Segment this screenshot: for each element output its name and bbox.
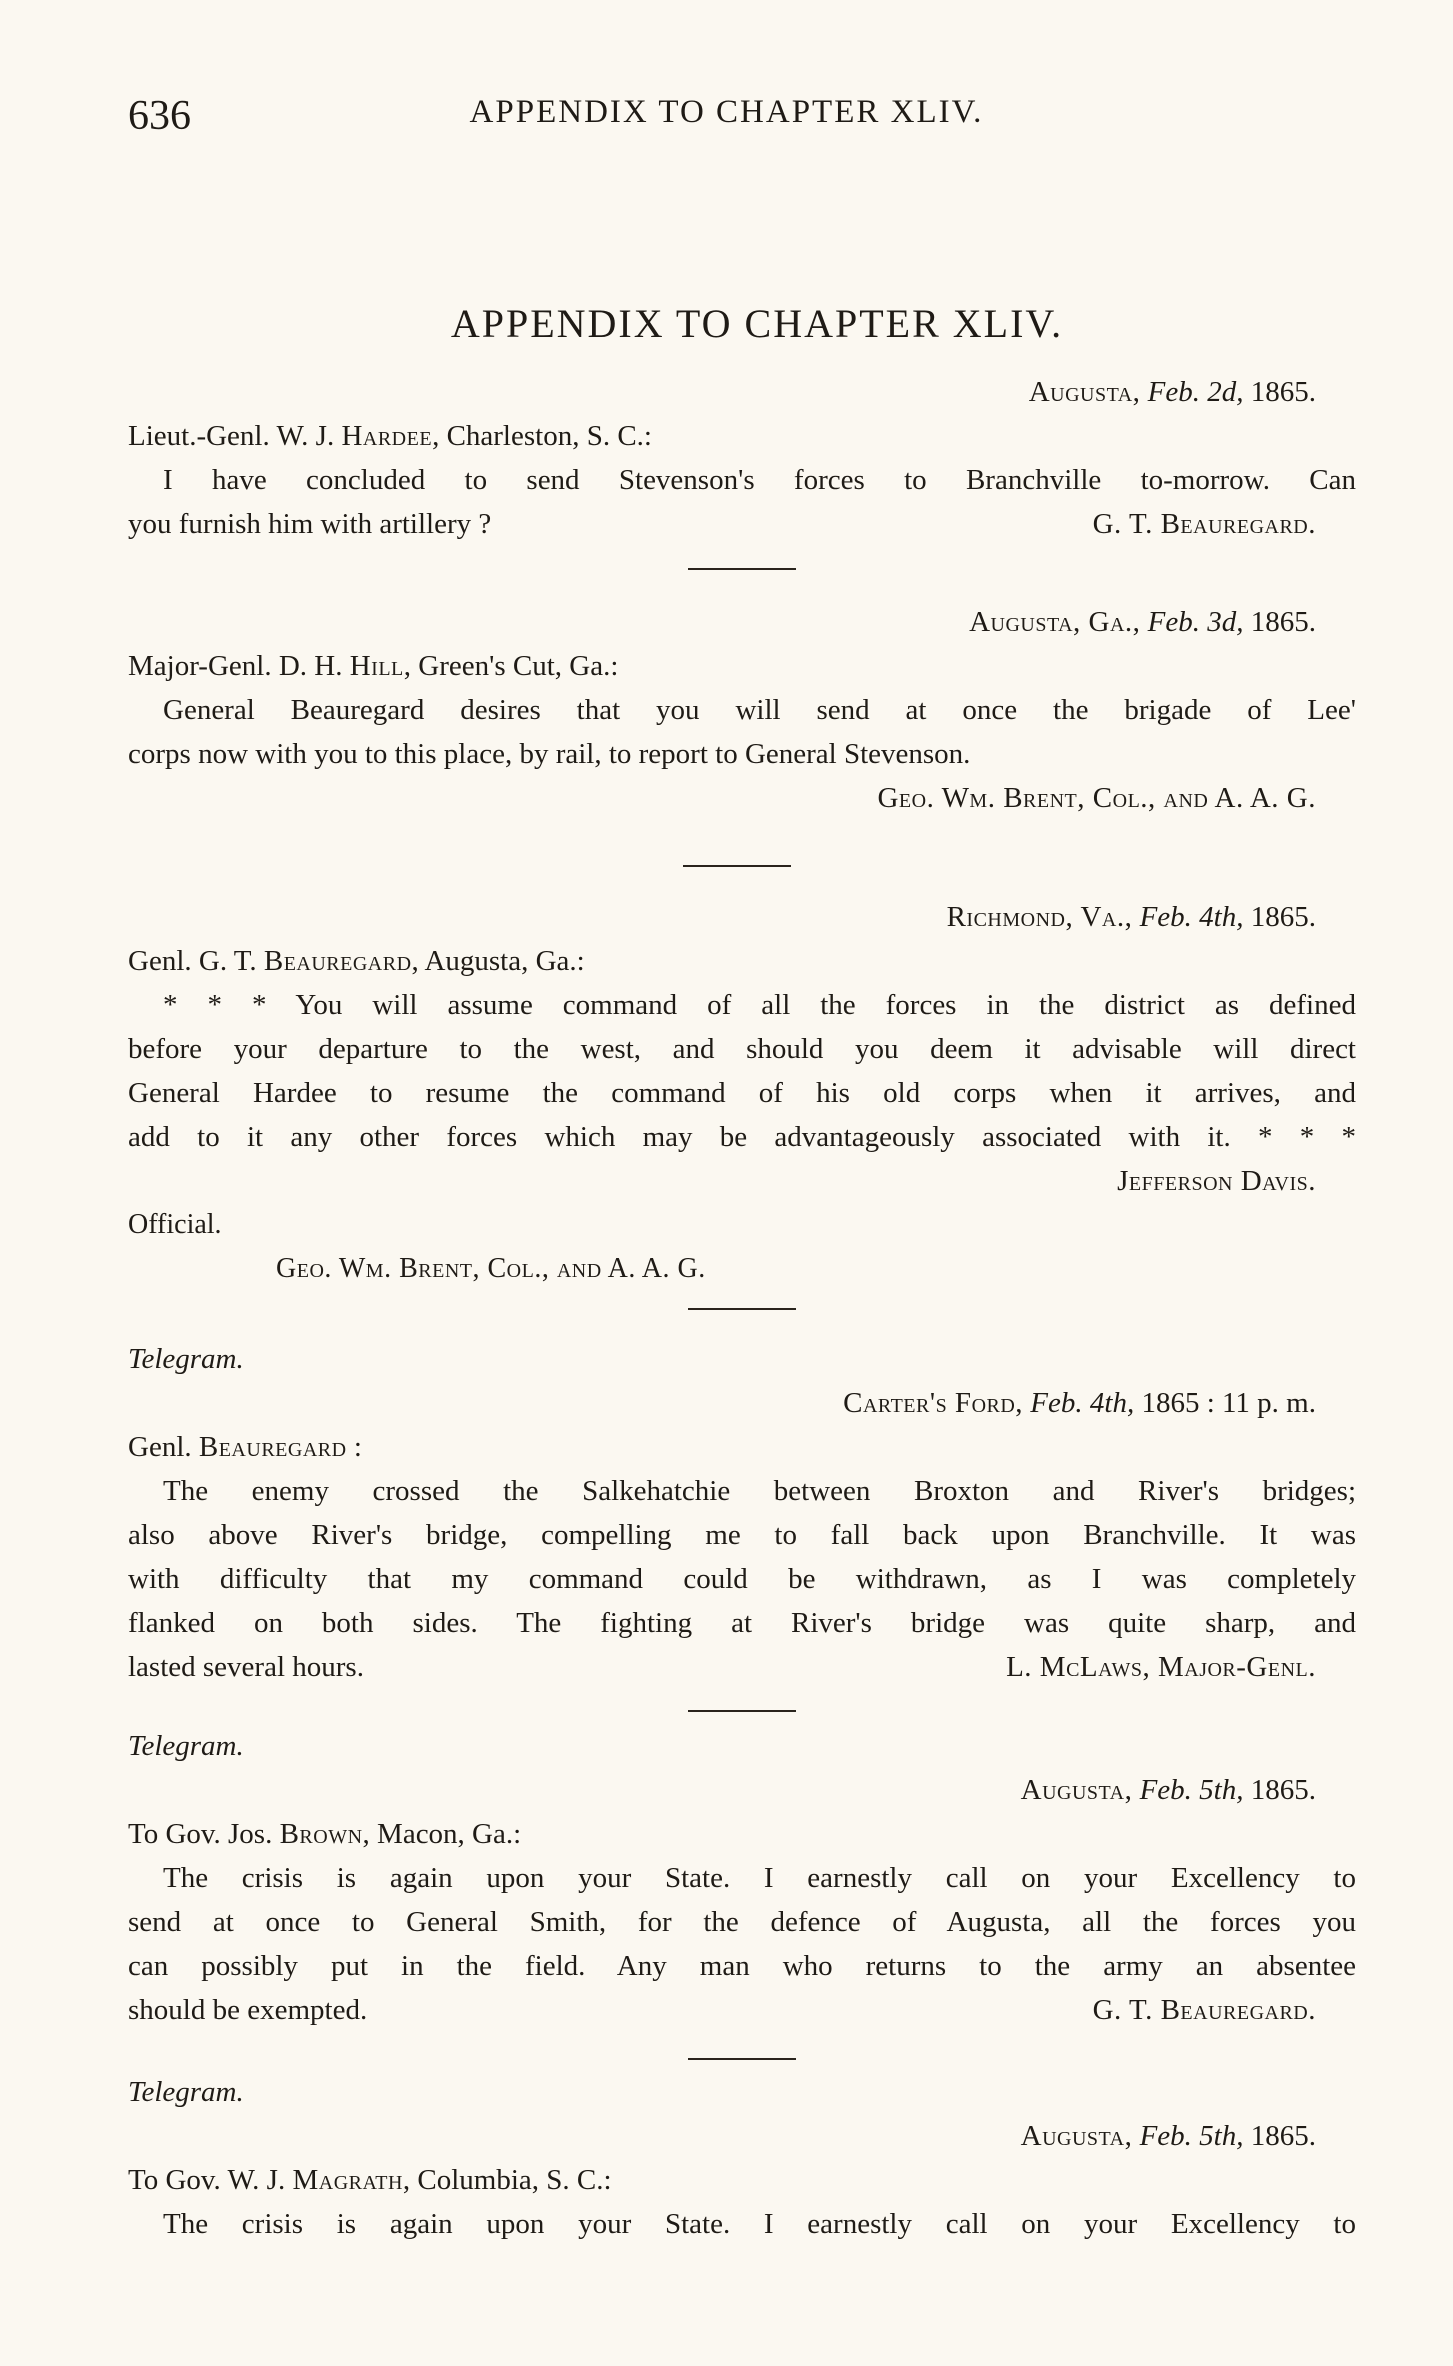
addressee: Major-Genl. D. H. Hill, Green's Cut, Ga.: xyxy=(128,650,619,682)
letter-1 xyxy=(128,370,1356,546)
dateline: Carter's Ford, Feb. 4th, 1865 : 11 p. m. xyxy=(843,1387,1316,1419)
dateline: Augusta, Ga., Feb. 3d, 1865. xyxy=(969,606,1316,638)
separator-rule xyxy=(688,2058,796,2060)
telegram-label: Telegram. xyxy=(128,1343,244,1375)
body-line: I have concluded to send Stevenson's forces to Branchville to-morrow. Can xyxy=(163,464,1356,496)
body-line: before your departure to the west, and should you deem it advisable will direct xyxy=(128,1033,1356,1065)
addressee: Lieut.-Genl. W. J. Hardee, Charleston, S. C.: xyxy=(128,420,652,452)
body-line: The crisis is again upon your State. I earnestly call on your Excellency to xyxy=(163,2208,1356,2240)
running-head xyxy=(0,92,1453,142)
telegram-label: Telegram. xyxy=(128,1730,244,1762)
separator-rule xyxy=(688,1308,796,1310)
letter-6 xyxy=(128,2070,1356,2246)
body-line: send at once to General Smith, for the defence of Augusta, all the forces you xyxy=(128,1906,1356,1938)
signature: L. McLaws, Major-Genl. xyxy=(1006,1651,1316,1683)
dateline: Richmond, Va., Feb. 4th, 1865. xyxy=(946,901,1316,933)
body-line: The crisis is again upon your State. I earnestly call on your Excellency to xyxy=(163,1862,1356,1894)
official-signature: Geo. Wm. Brent, Col., and A. A. G. xyxy=(276,1253,706,1284)
addressee: To Gov. Jos. Brown, Macon, Ga.: xyxy=(128,1818,522,1850)
separator-rule xyxy=(688,1710,796,1712)
closing-line: should be exempted. G. T. Beauregard. xyxy=(128,1988,1356,2032)
section-title: APPENDIX TO CHAPTER XLIV. xyxy=(450,301,1064,346)
addressee: To Gov. W. J. Magrath, Columbia, S. C.: xyxy=(128,2164,612,2196)
page-number: 636 xyxy=(128,93,191,139)
body-line: General Hardee to resume the command of his old corps when it arrives, and xyxy=(128,1077,1356,1109)
separator-rule xyxy=(688,568,796,570)
addressee: Genl. Beauregard : xyxy=(128,1431,362,1463)
body-line: The enemy crossed the Salkehatchie between Broxton and River's bridges; xyxy=(163,1475,1356,1507)
letter-3 xyxy=(128,895,1356,1291)
official-label: Official. xyxy=(128,1209,222,1240)
telegram-label: Telegram. xyxy=(128,2076,244,2108)
signature: G. T. Beauregard. xyxy=(1092,508,1316,540)
closing-line: you furnish him with artillery ? G. T. Beauregard. xyxy=(128,502,1356,546)
signature: Geo. Wm. Brent, Col., and A. A. G. xyxy=(877,782,1316,814)
body-line: * * * You will assume command of all the forces in the district as defined xyxy=(163,989,1356,1021)
signature: Jefferson Davis. xyxy=(1117,1165,1316,1197)
letter-2 xyxy=(128,600,1356,820)
body-line: also above River's bridge, compelling me to fall back upon Branchville. It was xyxy=(128,1519,1356,1551)
letter-5 xyxy=(128,1724,1356,2032)
signature: G. T. Beauregard. xyxy=(1092,1994,1316,2026)
dateline: Augusta, Feb. 5th, 1865. xyxy=(1020,2120,1316,2152)
body-line: General Beauregard desires that you will send at once the brigade of Lee' xyxy=(163,694,1356,726)
body-line: add to it any other forces which may be advantageously associated with it. * * * xyxy=(128,1121,1356,1153)
dateline: Augusta, Feb. 2d, 1865. xyxy=(1028,376,1316,408)
running-title: APPENDIX TO CHAPTER XLIV. xyxy=(469,94,984,130)
body-line: can possibly put in the field. Any man who returns to the army an absentee xyxy=(128,1950,1356,1982)
body-line: with difficulty that my command could be withdrawn, as I was completely xyxy=(128,1563,1356,1595)
body-line: corps now with you to this place, by rail, to report to General Stevenson. xyxy=(128,738,971,770)
body-line: flanked on both sides. The fighting at River's bridge was quite sharp, and xyxy=(128,1607,1356,1639)
closing-line: lasted several hours. L. McLaws, Major-Genl. xyxy=(128,1645,1356,1689)
addressee: Genl. G. T. Beauregard, Augusta, Ga.: xyxy=(128,945,585,977)
letter-4 xyxy=(128,1337,1356,1689)
dateline: Augusta, Feb. 5th, 1865. xyxy=(1020,1774,1316,1806)
separator-rule xyxy=(683,865,791,867)
